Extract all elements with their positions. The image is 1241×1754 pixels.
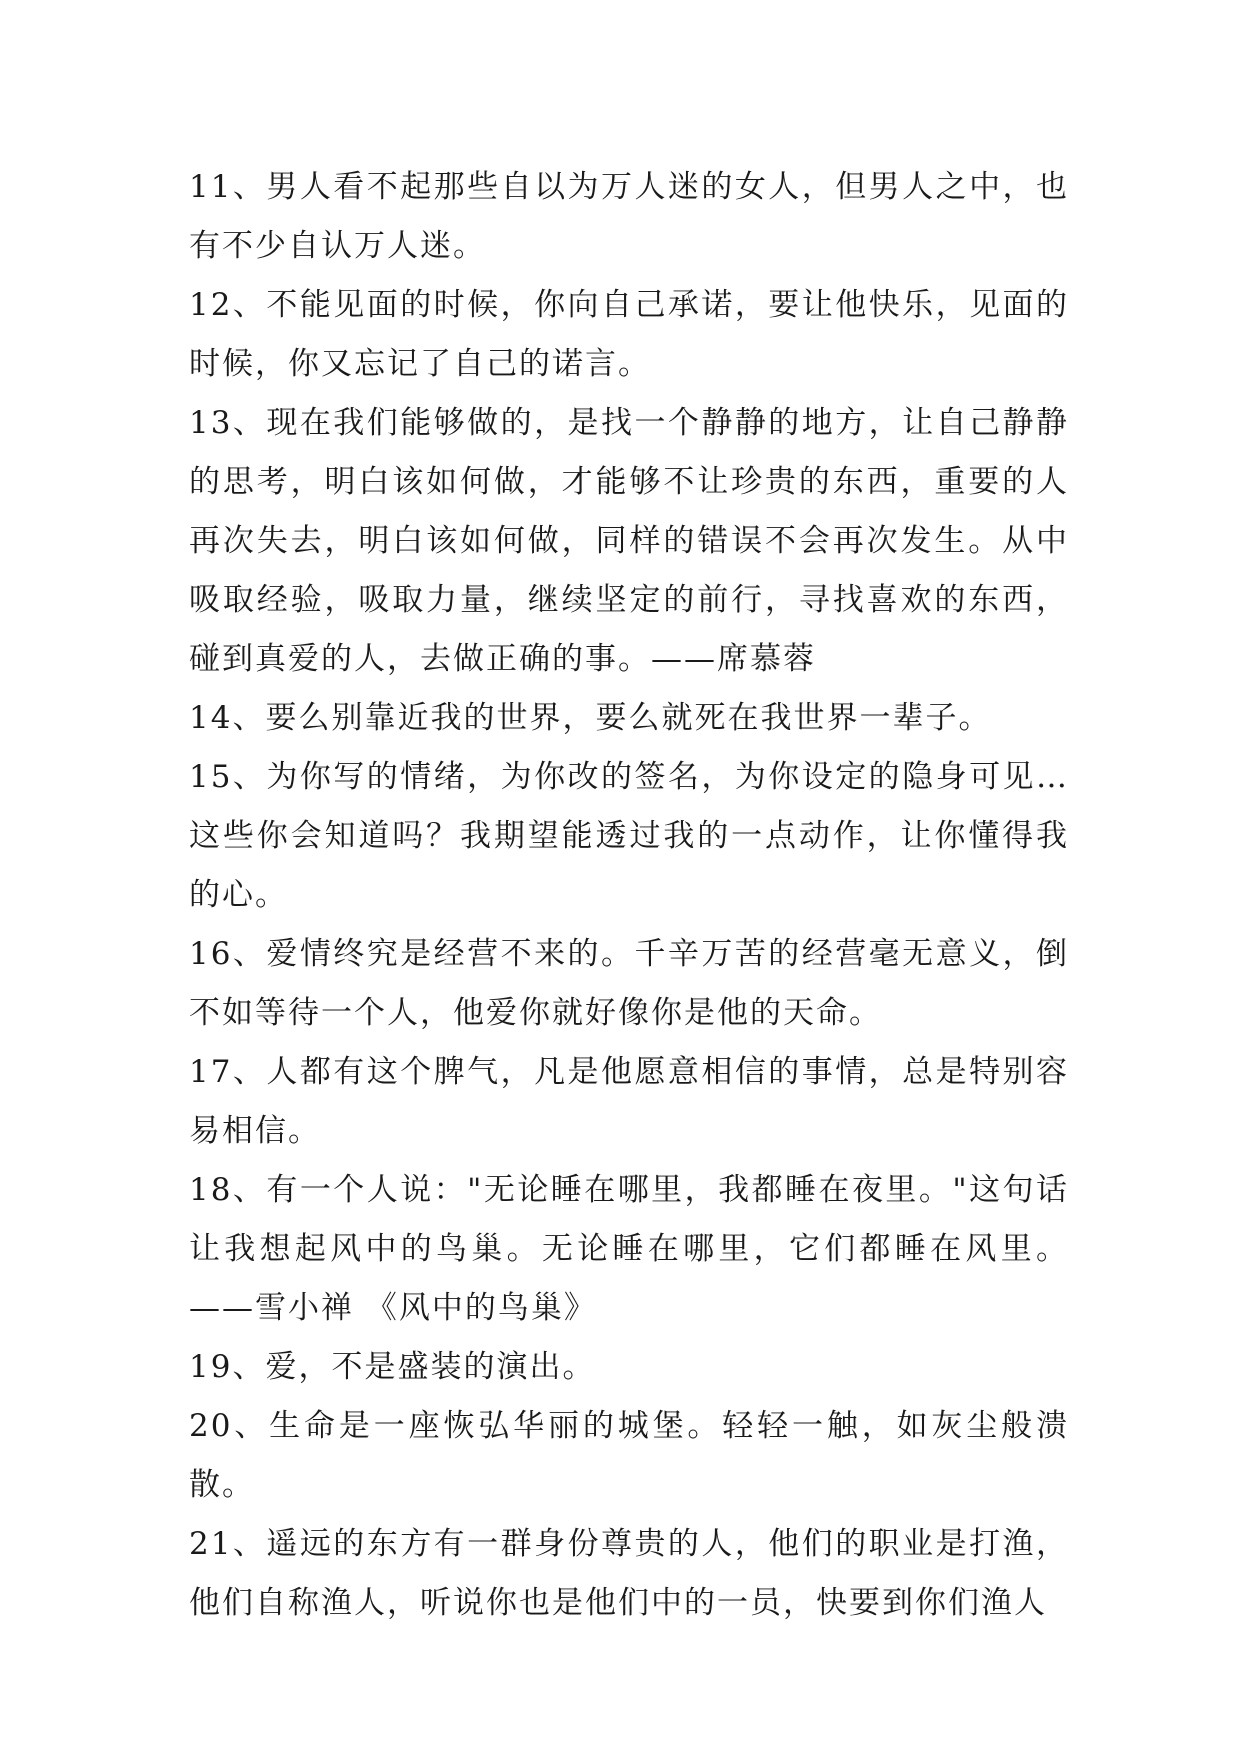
quote-entry-13: 13、现在我们能够做的，是找一个静静的地方，让自己静静的思考，明白该如何做，才能够不让珍贵的东西，重要的人再次失去，明白该如何做，同样的错误不会再次发生。从中吸取经验，吸取力量，继续坚定的前行，寻找喜欢的东西，碰到真爱的人，去做正确的事。——席慕蓉 xyxy=(189,405,1069,677)
quote-entry-16: 16、爱情终究是经营不来的。千辛万苦的经营毫无意义，倒不如等待一个人，他爱你就好像你是他的天命。 xyxy=(189,936,1069,1031)
quote-entry-12: 12、不能见面的时候，你向自己承诺，要让他快乐，见面的时候，你又忘记了自己的诺言。 xyxy=(189,287,1069,382)
quote-entry-11: 11、男人看不起那些自以为万人迷的女人，但男人之中，也有不少自认万人迷。 xyxy=(189,169,1069,264)
document-body xyxy=(189,158,1069,1633)
quote-entry-21: 21、遥远的东方有一群身份尊贵的人，他们的职业是打渔，他们自称渔人，听说你也是他们中的一员，快要到你们渔人 xyxy=(189,1526,1069,1621)
quote-entry-18: 18、有一个人说："无论睡在哪里，我都睡在夜里。"这句话让我想起风中的鸟巢。无论睡在哪里，它们都睡在风里。——雪小禅 《风中的鸟巢》 xyxy=(189,1172,1069,1326)
quote-entry-17: 17、人都有这个脾气，凡是他愿意相信的事情，总是特别容易相信。 xyxy=(189,1054,1069,1149)
quote-entry-19: 19、爱，不是盛装的演出。 xyxy=(189,1349,596,1385)
quote-entry-20: 20、生命是一座恢弘华丽的城堡。轻轻一触，如灰尘般溃散。 xyxy=(189,1408,1069,1503)
quote-entry-15: 15、为你写的情绪，为你改的签名，为你设定的隐身可见…这些你会知道吗？我期望能透过我的一点动作，让你懂得我的心。 xyxy=(189,759,1069,913)
quote-entry-14: 14、要么别靠近我的世界，要么就死在我世界一辈子。 xyxy=(189,700,992,736)
